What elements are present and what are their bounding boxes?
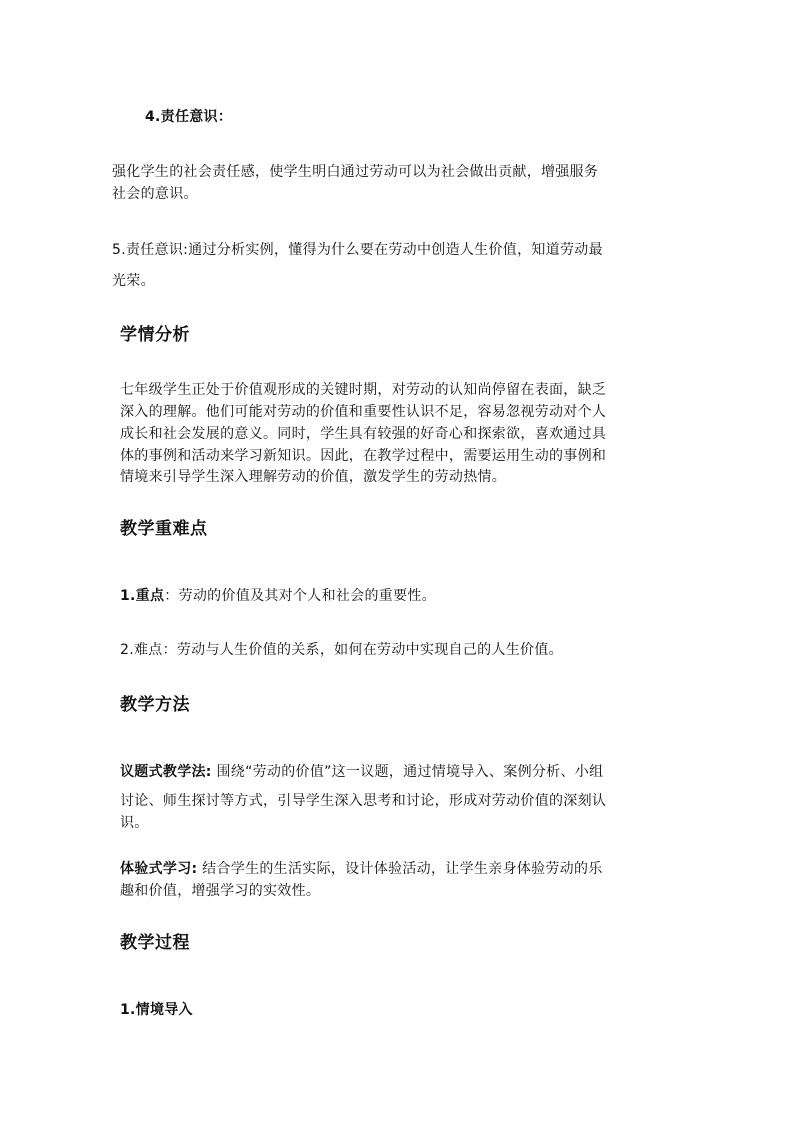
method1-line1 bbox=[120, 763, 603, 781]
item4-body-line1: 强化学生的社会责任感，使学生明白通过劳动可以为社会做出贡献，增强服务 bbox=[112, 164, 599, 180]
key-point-2 bbox=[120, 641, 563, 659]
key-point-1-label: 1.重点 bbox=[120, 588, 165, 604]
key-point-2-label: 2.难点 bbox=[120, 642, 163, 658]
method2-text-1: 结合学生的生活实际，设计体验活动，让学生亲身体验劳动的乐 bbox=[202, 861, 603, 877]
method1-line2: 讨论、师生探讨等方式，引导学生深入思考和讨论，形成对劳动价值的深刻认 bbox=[120, 793, 607, 809]
xueqing-line-2: 深入的理解。他们可能对劳动的价值和重要性认识不足，容易忽视劳动对个人 bbox=[120, 404, 607, 420]
key-point-1-text: ：劳动的价值及其对个人和社会的重要性。 bbox=[164, 588, 436, 604]
method1-label: 议题式教学法: bbox=[120, 764, 212, 780]
method2-line1 bbox=[120, 860, 603, 878]
item5-line1: 5.责任意识:通过分析实例，懂得为什么要在劳动中创造人生价值，知道劳动最 bbox=[112, 242, 603, 258]
method1-line3: 识。 bbox=[120, 815, 149, 831]
key-point-1 bbox=[120, 587, 436, 605]
item4-body-line2: 社会的意识。 bbox=[112, 186, 198, 202]
section-heading-guocheng: 教学过程 bbox=[120, 933, 190, 953]
key-point-2-text: ：劳动与人生价值的关系，如何在劳动中实现自己的人生价值。 bbox=[162, 642, 563, 658]
xueqing-line-5: 情境来引导学生深入理解劳动的价值，激发学生的劳动热情。 bbox=[120, 469, 507, 485]
section-heading-xueqing: 学情分析 bbox=[120, 325, 190, 345]
section-heading-zhongnan: 教学重难点 bbox=[120, 519, 208, 539]
process-step-1: 1.情境导入 bbox=[120, 1002, 193, 1018]
method2-label: 体验式学习: bbox=[120, 861, 198, 877]
xueqing-line-4: 体的事例和活动来学习新知识。因此，在教学过程中，需要运用生动的事例和 bbox=[120, 448, 607, 464]
section-heading-fangfa: 教学方法 bbox=[120, 695, 190, 715]
item4-label: 4.责任意识： bbox=[145, 109, 233, 125]
method1-text-1: 围绕“劳动的价值”这一议题，通过情境导入、案例分析、小组 bbox=[216, 764, 604, 780]
item5-line2: 光荣。 bbox=[112, 273, 155, 289]
xueqing-line-3: 成长和社会发展的意义。同时，学生具有较强的好奇心和探索欲，喜欢通过具 bbox=[120, 426, 607, 442]
method2-line2: 趣和价值，增强学习的实效性。 bbox=[120, 883, 321, 899]
xueqing-line-1: 七年级学生正处于价值观形成的关键时期，对劳动的认知尚停留在表面，缺乏 bbox=[120, 382, 607, 398]
